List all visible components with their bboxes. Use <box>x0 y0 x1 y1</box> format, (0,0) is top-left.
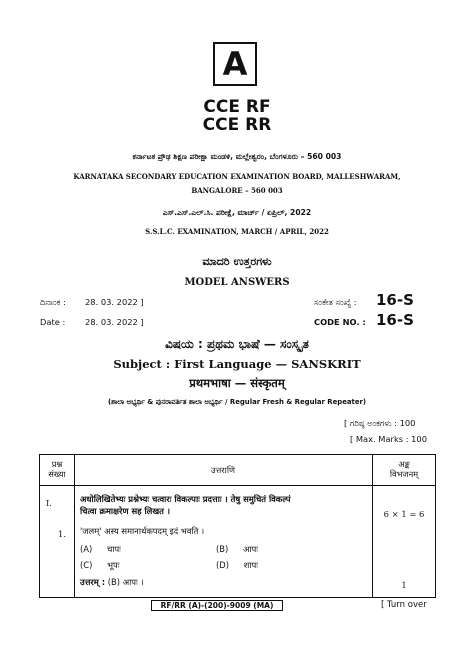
exam-title-english: S.S.L.C. EXAMINATION, MARCH / APRIL, 2022 <box>145 227 329 236</box>
code-cce-rr: CCE RR <box>202 115 272 135</box>
option-text: शापः <box>243 560 258 570</box>
question-number-header-line2: संख्या <box>48 469 66 479</box>
model-answers-kannada: ಮಾದರಿ ಉತ್ತರಗಳು <box>202 255 272 268</box>
table-divider <box>40 485 435 486</box>
answer-label: उत्तरम् : <box>80 577 106 587</box>
option-text: आपः <box>242 544 258 554</box>
candidate-type: (ಶಾಲಾ ಅಭ್ಯರ್ಥಿ & ಪುನರಾವರ್ತಿತ ಶಾಲಾ ಅಭ್ಯರ್ಥಿ / Regular Fresh & Regular Repeater) <box>107 398 367 406</box>
exam-title-kannada: ಎಸ್.ಎಸ್.ಎಲ್.ಸಿ. ಪರೀಕ್ಷೆ, ಮಾರ್ಚ್ / ಏಪ್ರಿಲ್, 2022 <box>162 208 312 217</box>
subject-kannada: ವಿಷಯ : ಪ್ರಥಮ ಭಾಷೆ — ಸಂಸ್ಕೃತ <box>165 337 309 351</box>
board-name-english-line1: KARNATAKA SECONDARY EDUCATION EXAMINATION BOARD, MALLESHWARAM, <box>73 172 401 181</box>
option-text: भूपः <box>107 560 120 570</box>
option-label: (D) <box>216 560 229 570</box>
max-marks-english: [ Max. Marks : 100 <box>350 434 427 444</box>
option-a <box>80 543 121 555</box>
code-value-kannada: 16-S <box>376 291 414 309</box>
board-name-kannada: ಕರ್ನಾಟಕ ಪ್ರೌಢ ಶಿಕ್ಷಣ ಪರೀಕ್ಷಾ ಮಂಡಳಿ, ಮಲ್ಲೇಶ್ವರಂ, ಬೆಂಗಳೂರು – 560 003 <box>132 152 342 161</box>
date-value-english: 28. 03. 2022 ] <box>85 317 144 327</box>
section-instruction <box>80 493 370 517</box>
marks-header <box>372 459 436 479</box>
question-number-header <box>40 459 74 479</box>
date-label-kannada: ದಿನಾಂಕ : <box>40 297 66 307</box>
code-label-english: CODE NO. : <box>314 317 366 327</box>
code-value-english: 16-S <box>376 311 414 329</box>
section-number: I. <box>46 498 52 508</box>
table-divider <box>74 455 75 597</box>
answer-line <box>80 576 144 588</box>
subject-english: Subject : First Language — SANSKRIT <box>113 357 361 371</box>
instruction-line2: चित्वा क्रमाक्षरेण सह लिखत । <box>80 506 171 516</box>
answers-table <box>39 454 436 598</box>
answer-value: (B) आपः । <box>107 577 144 587</box>
marks-header-line1: अङ्क <box>398 459 410 469</box>
board-name-english-line2: BANGALORE – 560 003 <box>191 186 283 195</box>
option-label: (B) <box>216 544 229 554</box>
footer-code: RF/RR (A)-(200)-9009 (MA) <box>151 600 283 611</box>
code-label-kannada: ಸಂಕೇತ ಸಂಖ್ಯೆ : <box>314 297 357 307</box>
date-label-english: Date : <box>40 317 66 327</box>
question-marks: 1 <box>401 580 407 590</box>
version-letter-box <box>213 42 257 86</box>
code-cce-rf: CCE RF <box>203 97 271 117</box>
question-number: 1. <box>58 529 66 539</box>
option-label: (A) <box>80 544 93 554</box>
option-b <box>216 543 258 555</box>
version-letter: A <box>222 45 248 83</box>
option-c <box>80 559 119 571</box>
marks-header-line2: विभजनम् <box>389 469 419 479</box>
question-number-header-line1: प्रश्न <box>51 459 63 469</box>
instruction-line1: अधोलिखितेभ्यः प्रश्नेभ्यः चत्वारः विकल्पाः प्रदत्ताः । तेषु समुचितं विकल्पं <box>80 494 291 504</box>
option-label: (C) <box>80 560 93 570</box>
max-marks-kannada: [ ಗರಿಷ್ಠ ಅಂಕಗಳು : 100 <box>344 418 416 428</box>
option-text: चापः <box>106 544 121 554</box>
model-answers-english: MODEL ANSWERS <box>184 277 290 288</box>
section-marks: 6 × 1 = 6 <box>383 509 425 519</box>
answers-header: उत्तराणि <box>211 465 235 475</box>
turn-over-label: [ Turn over <box>381 600 427 610</box>
date-value-kannada: 28. 03. 2022 ] <box>85 297 144 307</box>
question-text: 'जलम्' अस्य समानार्थकपदम् इदं भवति । <box>80 526 205 536</box>
subject-sanskrit: प्रथमभाषा — संस्कृतम् <box>189 376 285 390</box>
option-d <box>216 559 258 571</box>
